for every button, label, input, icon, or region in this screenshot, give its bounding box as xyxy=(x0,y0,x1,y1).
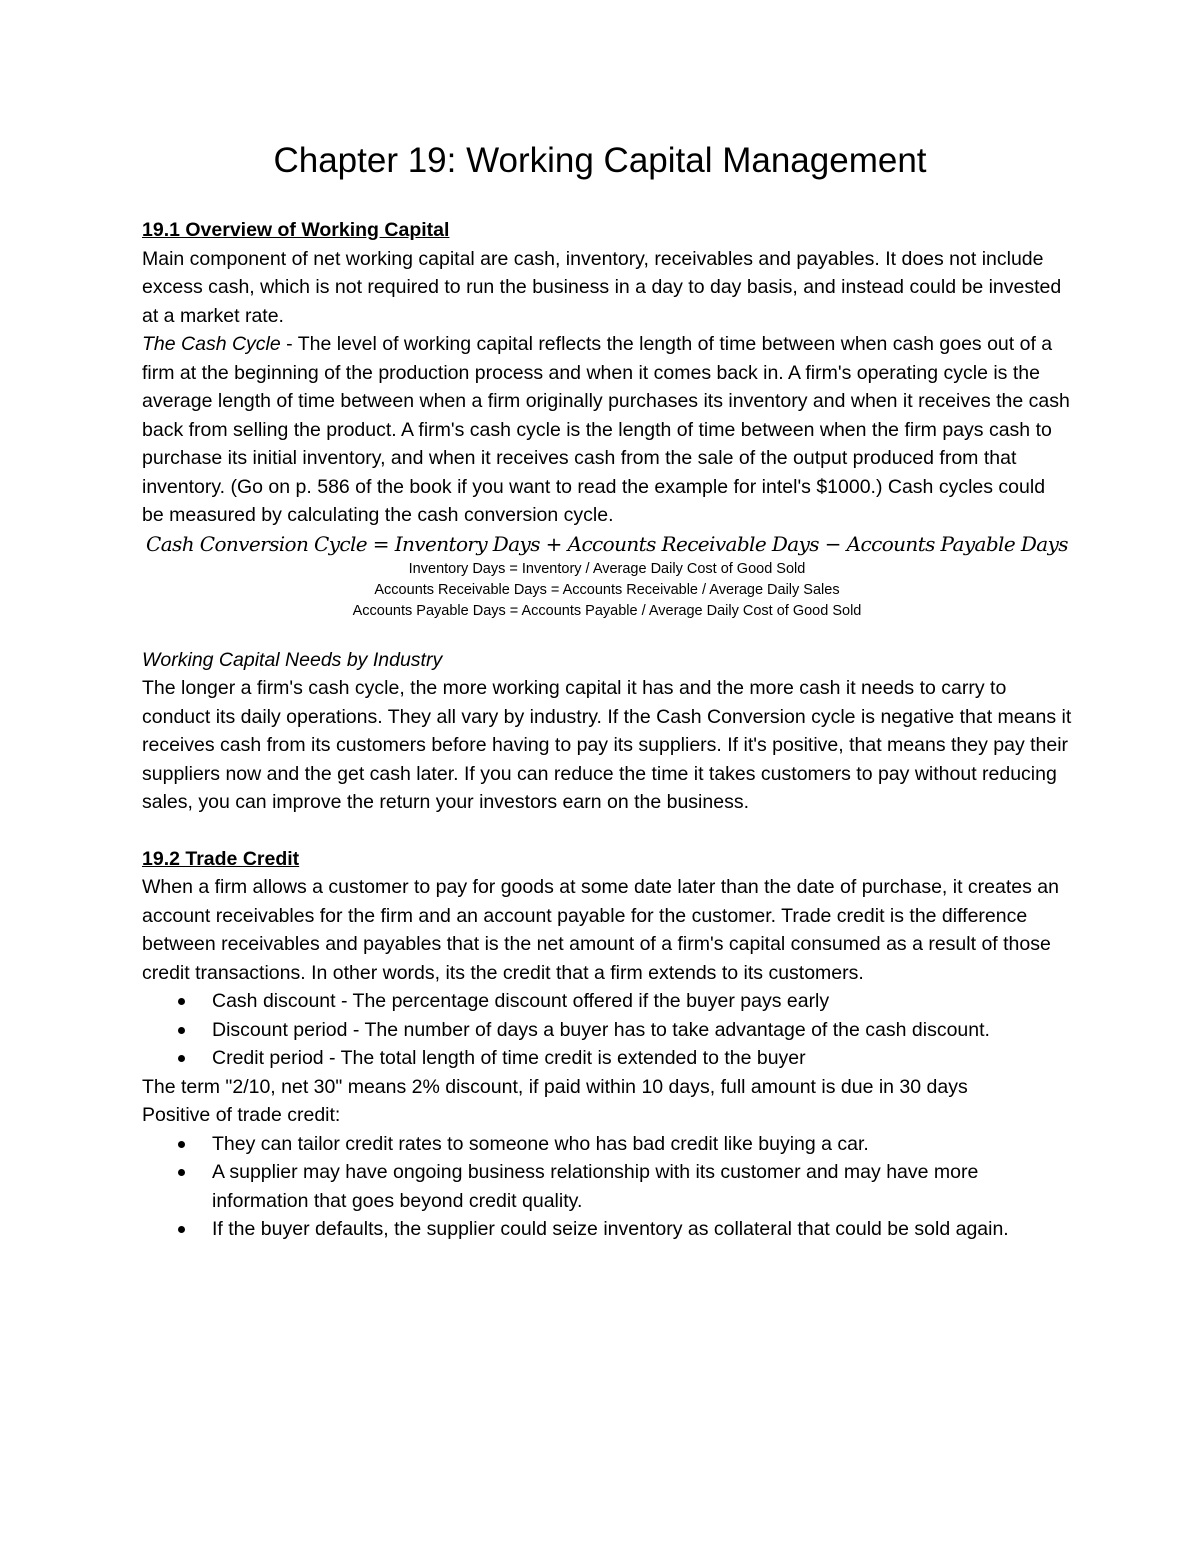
list-item: If the buyer defaults, the supplier could seize inventory as collateral that could be sold again. xyxy=(142,1215,1072,1244)
paragraph-cash-cycle xyxy=(142,330,1072,530)
formula-cash-conversion-cycle: Cash Conversion Cycle = Inventory Days + Accounts Receivable Days − Accounts Payable Days xyxy=(146,531,1068,556)
bullet-list-positives xyxy=(142,1130,1072,1244)
spacer xyxy=(142,622,1072,646)
paragraph: The term "2/10, net 30" means 2% discount, if paid within 10 days, full amount is due in 30 days xyxy=(142,1075,968,1098)
bullet-icon xyxy=(178,1141,185,1148)
list-item: Cash discount - The percentage discount offered if the buyer pays early xyxy=(142,987,1072,1016)
subheading-industry: Working Capital Needs by Industry xyxy=(142,648,443,671)
list-item: Discount period - The number of days a buyer has to take advantage of the cash discount. xyxy=(142,1016,1072,1045)
bullet-icon xyxy=(178,1027,185,1034)
section-heading-19-2: 19.2 Trade Credit xyxy=(142,847,300,870)
equation-receivable-days: Accounts Receivable Days = Accounts Receivable / Average Daily Sales xyxy=(374,581,840,598)
paragraph: Positive of trade credit: xyxy=(142,1104,341,1126)
equation-payable-days: Accounts Payable Days = Accounts Payable / Average Daily Cost of Good Sold xyxy=(352,602,862,619)
bullet-list-terms xyxy=(142,987,1072,1073)
paragraph: When a firm allows a customer to pay for goods at some date later than the date of purchase, it creates an account receivables for the firm and an account payable for the customer. Trade credit is the difference between receivables and payables that is the net amount of a firm's capital consumed as a result of those credit transactions. In other words, its the credit that a firm extends to its customers. xyxy=(142,876,1059,984)
bullet-icon xyxy=(178,998,185,1005)
document-body xyxy=(142,216,1072,1244)
spacer xyxy=(142,817,1072,845)
bullet-icon xyxy=(178,1226,185,1233)
page-title: Chapter 19: Working Capital Management xyxy=(273,141,927,180)
bullet-icon xyxy=(178,1169,185,1176)
section-heading-19-1: 19.1 Overview of Working Capital xyxy=(142,219,450,241)
equation-inventory-days: Inventory Days = Inventory / Average Daily Cost of Good Sold xyxy=(408,560,806,577)
paragraph: The longer a firm's cash cycle, the more working capital it has and the more cash it needs to carry to conduct its daily operations. They all vary by industry. If the Cash Conversion cycle is negative that means it receives cash from its customers before having to pay its suppliers. If it's positive, that means they pay their suppliers now and the get cash later. If you can reduce the time it takes customers to pay without reducing sales, you can improve the return your investors earn on the business. xyxy=(142,677,1072,813)
bullet-icon xyxy=(178,1055,185,1062)
list-item: A supplier may have ongoing business relationship with its customer and may have more information that goes beyond credit quality. xyxy=(142,1158,1072,1215)
paragraph: Main component of net working capital are cash, inventory, receivables and payables. It does not include excess cash, which is not required to run the business in a day to day basis, and instead could be invested at a market rate. xyxy=(142,247,1062,327)
term-cash-cycle: The Cash Cycle xyxy=(142,333,281,355)
list-item: They can tailor credit rates to someone who has bad credit like buying a car. xyxy=(142,1130,1072,1159)
cash-cycle-text: - The level of working capital reflects the length of time between when cash goes out of a firm at the beginning of the production process and when it comes back in. A firm's operating cycle is the average length of time between when a firm originally purchases its inventory and when it receives the cash back from selling the product. A firm's cash cycle is the length of time between when the firm pays cash to purchase its initial inventory, and when it receives cash from the sale of the output produced from that inventory. (Go on p. 586 of the book if you want to read the example for intel's $1000.) Cash cycles could be measured by calculating the cash conversion cycle. xyxy=(142,333,1070,526)
list-item: Credit period - The total length of time credit is extended to the buyer xyxy=(142,1044,1072,1073)
